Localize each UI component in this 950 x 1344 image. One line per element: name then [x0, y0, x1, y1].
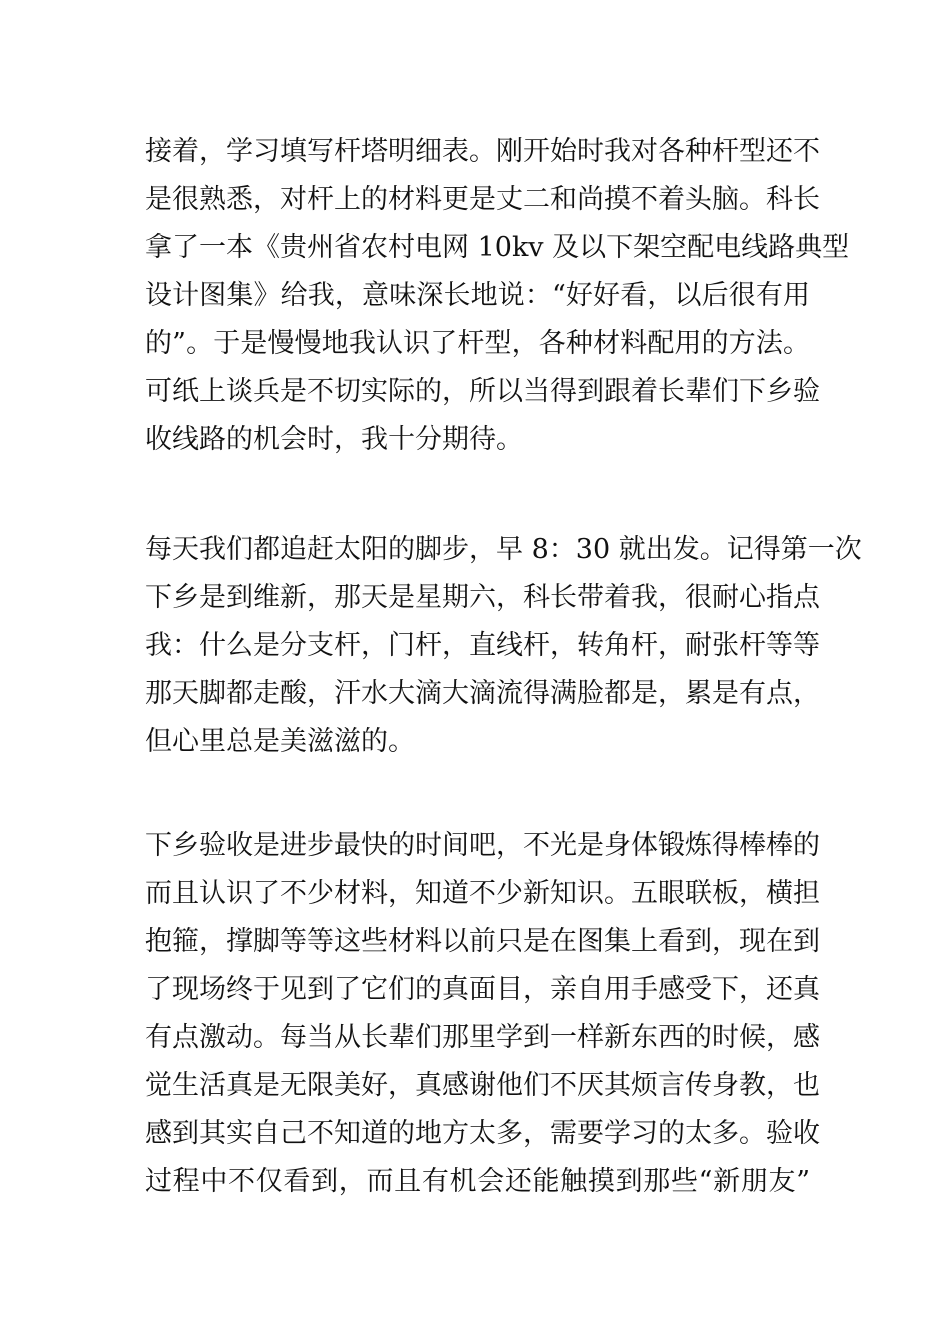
text-line: 接着，学习填写杆塔明细表。刚开始时我对各种杆型还不	[145, 136, 820, 167]
text-line: 可纸上谈兵是不切实际的，所以当得到跟着长辈们下乡验	[145, 376, 820, 407]
text-line: 过程中不仅看到，而且有机会还能触摸到那些“新朋友”	[145, 1166, 810, 1197]
text-line: 感到其实自己不知道的地方太多，需要学习的太多。验收	[145, 1118, 820, 1149]
text-line: 拿了一本《贵州省农村电网 10kv 及以下架空配电线路典型	[145, 232, 850, 263]
paragraph-2	[145, 526, 862, 766]
text-line: 每天我们都追赶太阳的脚步，早 8：30 就出发。记得第一次	[145, 534, 862, 565]
text-line: 下乡是到维新，那天是星期六，科长带着我，很耐心指点	[145, 582, 820, 613]
paragraph-1	[145, 128, 850, 464]
text-line: 有点激动。每当从长辈们那里学到一样新东西的时候，感	[145, 1022, 820, 1053]
text-line: 我：什么是分支杆，门杆，直线杆，转角杆，耐张杆等等	[145, 630, 820, 661]
text-line: 下乡验收是进步最快的时间吧，不光是身体锻炼得棒棒的	[145, 830, 820, 861]
paragraph-3	[145, 822, 820, 1206]
text-line: 而且认识了不少材料，知道不少新知识。五眼联板，横担	[145, 878, 820, 909]
text-line: 的”。于是慢慢地我认识了杆型，各种材料配用的方法。	[145, 328, 810, 359]
text-line: 收线路的机会时，我十分期待。	[145, 424, 523, 455]
text-line: 设计图集》给我，意味深长地说：“好好看，以后很有用	[145, 280, 810, 311]
text-line: 是很熟悉，对杆上的材料更是丈二和尚摸不着头脑。科长	[145, 184, 820, 215]
text-line: 但心里总是美滋滋的。	[145, 726, 415, 757]
text-line: 抱箍，撑脚等等这些材料以前只是在图集上看到，现在到	[145, 926, 820, 957]
text-line: 那天脚都走酸，汗水大滴大滴流得满脸都是，累是有点，	[145, 678, 820, 709]
text-line: 觉生活真是无限美好，真感谢他们不厌其烦言传身教，也	[145, 1070, 820, 1101]
text-line: 了现场终于见到了它们的真面目，亲自用手感受下，还真	[145, 974, 820, 1005]
